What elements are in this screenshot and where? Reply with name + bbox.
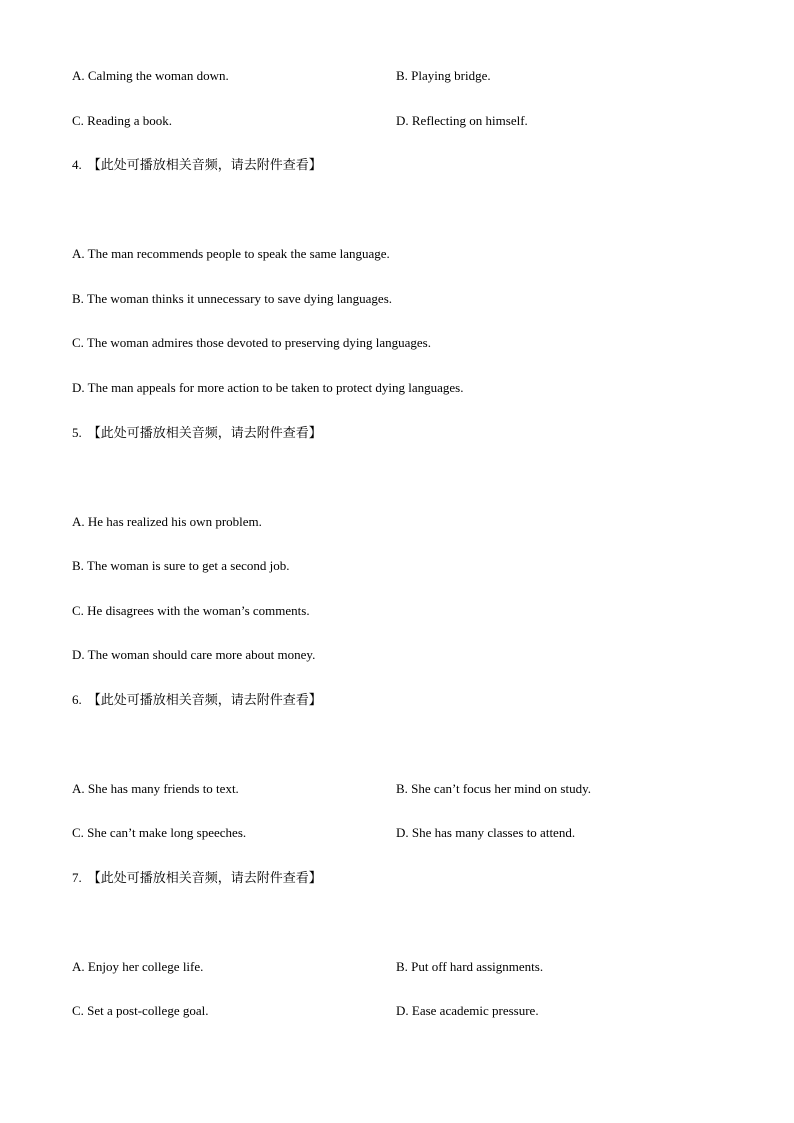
q3-option-c: C. Reading a book.	[72, 113, 173, 128]
q4-option-d: D. The man appeals for more action to be taken to protect dying languages.	[72, 380, 464, 395]
q7-number: 7.	[72, 870, 82, 885]
q6-header	[72, 692, 322, 709]
q3-option-b: B. Playing bridge.	[396, 68, 491, 83]
q7-option-c: C. Set a post-college goal.	[72, 1003, 209, 1018]
q7-option-d: D. Ease academic pressure.	[396, 1003, 539, 1018]
q5-header	[72, 425, 322, 442]
q5-option-d: D. The woman should care more about money.	[72, 647, 316, 662]
q7-option-b: B. Put off hard assignments.	[396, 959, 544, 974]
q4-audio-note: 【此处可播放相关音频，请去附件查看】	[87, 158, 322, 173]
q4-option-a: A. The man recommends people to speak the same language.	[72, 246, 390, 261]
q5-option-c: C. He disagrees with the woman’s comments.	[72, 603, 310, 618]
q7-option-a: A. Enjoy her college life.	[72, 959, 204, 974]
q5-option-a: A. He has realized his own problem.	[72, 514, 262, 529]
q4-option-b: B. The woman thinks it unnecessary to save dying languages.	[72, 291, 393, 306]
q4-header	[72, 157, 322, 174]
q6-option-a: A. She has many friends to text.	[72, 781, 239, 796]
q5-number: 5.	[72, 425, 82, 440]
q4-option-c: C. The woman admires those devoted to preserving dying languages.	[72, 335, 431, 350]
q3-option-a: A. Calming the woman down.	[72, 68, 229, 83]
q7-audio-note: 【此处可播放相关音频，请去附件查看】	[87, 871, 322, 886]
q3-option-d: D. Reflecting on himself.	[396, 113, 528, 128]
q6-option-b: B. She can’t focus her mind on study.	[396, 781, 591, 796]
q6-option-d: D. She has many classes to attend.	[396, 825, 576, 840]
q6-audio-note: 【此处可播放相关音频，请去附件查看】	[87, 693, 322, 708]
q5-audio-note: 【此处可播放相关音频，请去附件查看】	[87, 426, 322, 441]
q5-option-b: B. The woman is sure to get a second job.	[72, 558, 290, 573]
q4-number: 4.	[72, 157, 82, 172]
q6-number: 6.	[72, 692, 82, 707]
q7-header	[72, 870, 322, 887]
q6-option-c: C. She can’t make long speeches.	[72, 825, 247, 840]
